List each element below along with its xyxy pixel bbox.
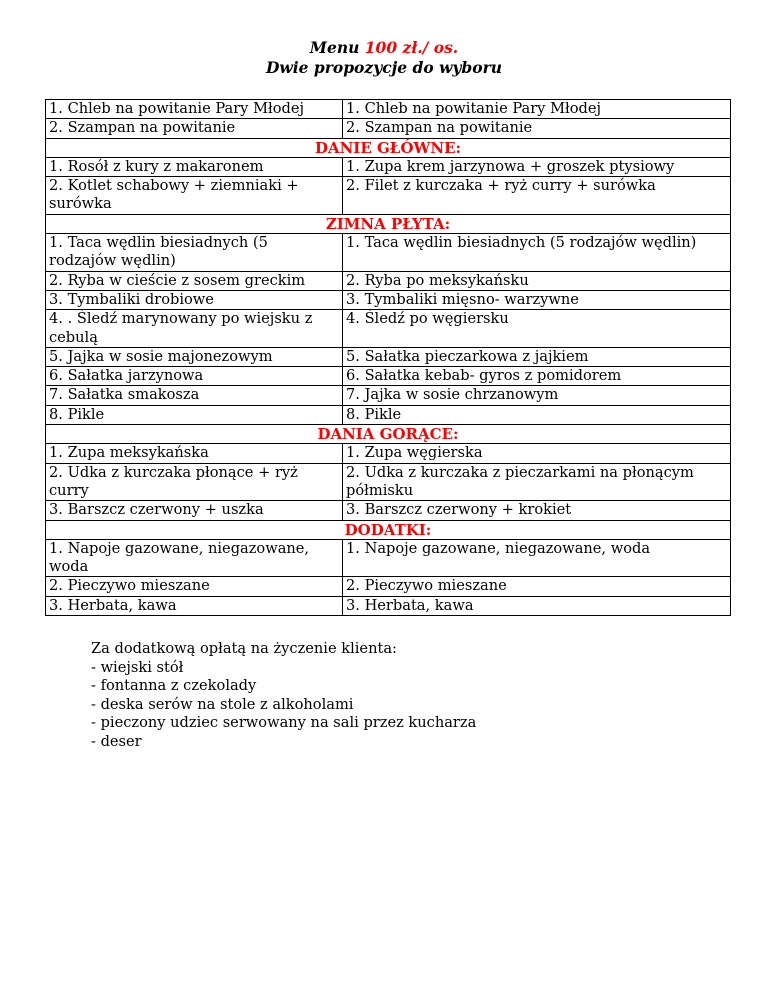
option-2-cell: 6. Sałatka kebab- gyros z pomidorem xyxy=(343,367,731,386)
menu-row xyxy=(46,596,731,615)
option-2-cell: 7. Jajka w sosie chrzanowym xyxy=(343,386,731,405)
extras-item: - deska serów na stole z alkoholami xyxy=(91,695,354,713)
menu-row xyxy=(46,177,731,215)
option-1-cell: 1. Chleb na powitanie Pary Młodej xyxy=(46,100,343,119)
section-row xyxy=(46,425,731,444)
menu-row xyxy=(46,405,731,424)
menu-row xyxy=(46,271,731,290)
menu-row xyxy=(46,463,731,501)
menu-header xyxy=(0,38,768,78)
option-2-cell: 2. Filet z kurczaka + ryż curry + surówka xyxy=(343,177,731,215)
option-1-cell: 2. Szampan na powitanie xyxy=(46,119,343,138)
option-1-cell: 2. Ryba w cieście z sosem greckim xyxy=(46,271,343,290)
extras-item: - fontanna z czekolady xyxy=(91,677,257,694)
option-1-cell: 1. Rosół z kury z makaronem xyxy=(46,157,343,176)
menu-row xyxy=(46,539,731,577)
menu-row xyxy=(46,386,731,405)
option-2-cell: 1. Taca wędlin biesiadnych (5 rodzajów wędlin) xyxy=(343,234,731,272)
extras-item: - pieczony udziec serwowany na sali przez kucharza xyxy=(91,714,477,731)
menu-row xyxy=(46,501,731,520)
option-1-cell: 3. Tymbaliki drobiowe xyxy=(46,290,343,309)
menu-row xyxy=(46,367,731,386)
option-2-cell: 1. Napoje gazowane, niegazowane, woda xyxy=(343,539,731,577)
option-1-cell: 1. Napoje gazowane, niegazowane, woda xyxy=(46,539,343,577)
menu-subtitle: Dwie propozycje do wyboru xyxy=(265,58,503,77)
section-heading: DODATKI: xyxy=(46,520,731,539)
option-1-cell: 2. Udka z kurczaka płonące + ryż curry xyxy=(46,463,343,501)
option-2-cell: 2. Pieczywo mieszane xyxy=(343,577,731,596)
option-2-cell: 5. Sałatka pieczarkowa z jajkiem xyxy=(343,347,731,366)
option-1-cell: 7. Sałatka smakosza xyxy=(46,386,343,405)
option-1-cell: 6. Sałatka jarzynowa xyxy=(46,367,343,386)
option-1-cell: 1. Taca wędlin biesiadnych (5 rodzajów wędlin) xyxy=(46,234,343,272)
extras-intro: Za dodatkową opłatą na życzenie klienta: xyxy=(91,640,397,657)
section-row xyxy=(46,138,731,157)
menu-row xyxy=(46,347,731,366)
option-1-cell: 8. Pikle xyxy=(46,405,343,424)
option-2-cell: 2. Ryba po meksykańsku xyxy=(343,271,731,290)
option-2-cell: 1. Chleb na powitanie Pary Młodej xyxy=(343,100,731,119)
menu-label: Menu xyxy=(309,38,360,57)
option-1-cell: 5. Jajka w sosie majonezowym xyxy=(46,347,343,366)
menu-table-body xyxy=(46,100,731,616)
option-2-cell: 1. Zupa węgierska xyxy=(343,444,731,463)
option-1-cell: 2. Kotlet schabowy + ziemniaki + surówka xyxy=(46,177,343,215)
section-heading: DANIA GORĄCE: xyxy=(46,425,731,444)
menu-row xyxy=(46,290,731,309)
section-heading: ZIMNA PŁYTA: xyxy=(46,214,731,233)
extras-item: - deser xyxy=(91,732,142,750)
menu-title-line xyxy=(0,38,768,58)
section-row xyxy=(46,214,731,233)
extras-section xyxy=(91,640,731,751)
menu-row xyxy=(46,234,731,272)
extras-item: - wiejski stół xyxy=(91,658,184,676)
option-2-cell: 1. Zupa krem jarzynowa + groszek ptysiowy xyxy=(343,157,731,176)
section-heading: DANIE GŁÓWNE: xyxy=(46,138,731,157)
section-row xyxy=(46,520,731,539)
menu-row xyxy=(46,100,731,119)
menu-price: 100 zł./ os. xyxy=(364,38,459,57)
option-2-cell: 3. Tymbaliki mięsno- warzywne xyxy=(343,290,731,309)
option-1-cell: 1. Zupa meksykańska xyxy=(46,444,343,463)
option-2-cell: 2. Szampan na powitanie xyxy=(343,119,731,138)
option-2-cell: 8. Pikle xyxy=(343,405,731,424)
option-2-cell: 2. Udka z kurczaka z pieczarkami na płonącym półmisku xyxy=(343,463,731,501)
option-1-cell: 2. Pieczywo mieszane xyxy=(46,577,343,596)
menu-row xyxy=(46,157,731,176)
option-1-cell: 3. Herbata, kawa xyxy=(46,596,343,615)
menu-row xyxy=(46,310,731,348)
option-2-cell: 3. Barszcz czerwony + krokiet xyxy=(343,501,731,520)
option-1-cell: 4. . Śledź marynowany po wiejsku z cebulą xyxy=(46,310,343,348)
menu-row xyxy=(46,444,731,463)
option-2-cell: 4. Śledź po węgiersku xyxy=(343,310,731,348)
option-1-cell: 3. Barszcz czerwony + uszka xyxy=(46,501,343,520)
menu-table xyxy=(45,99,731,616)
menu-row xyxy=(46,119,731,138)
menu-row xyxy=(46,577,731,596)
option-2-cell: 3. Herbata, kawa xyxy=(343,596,731,615)
